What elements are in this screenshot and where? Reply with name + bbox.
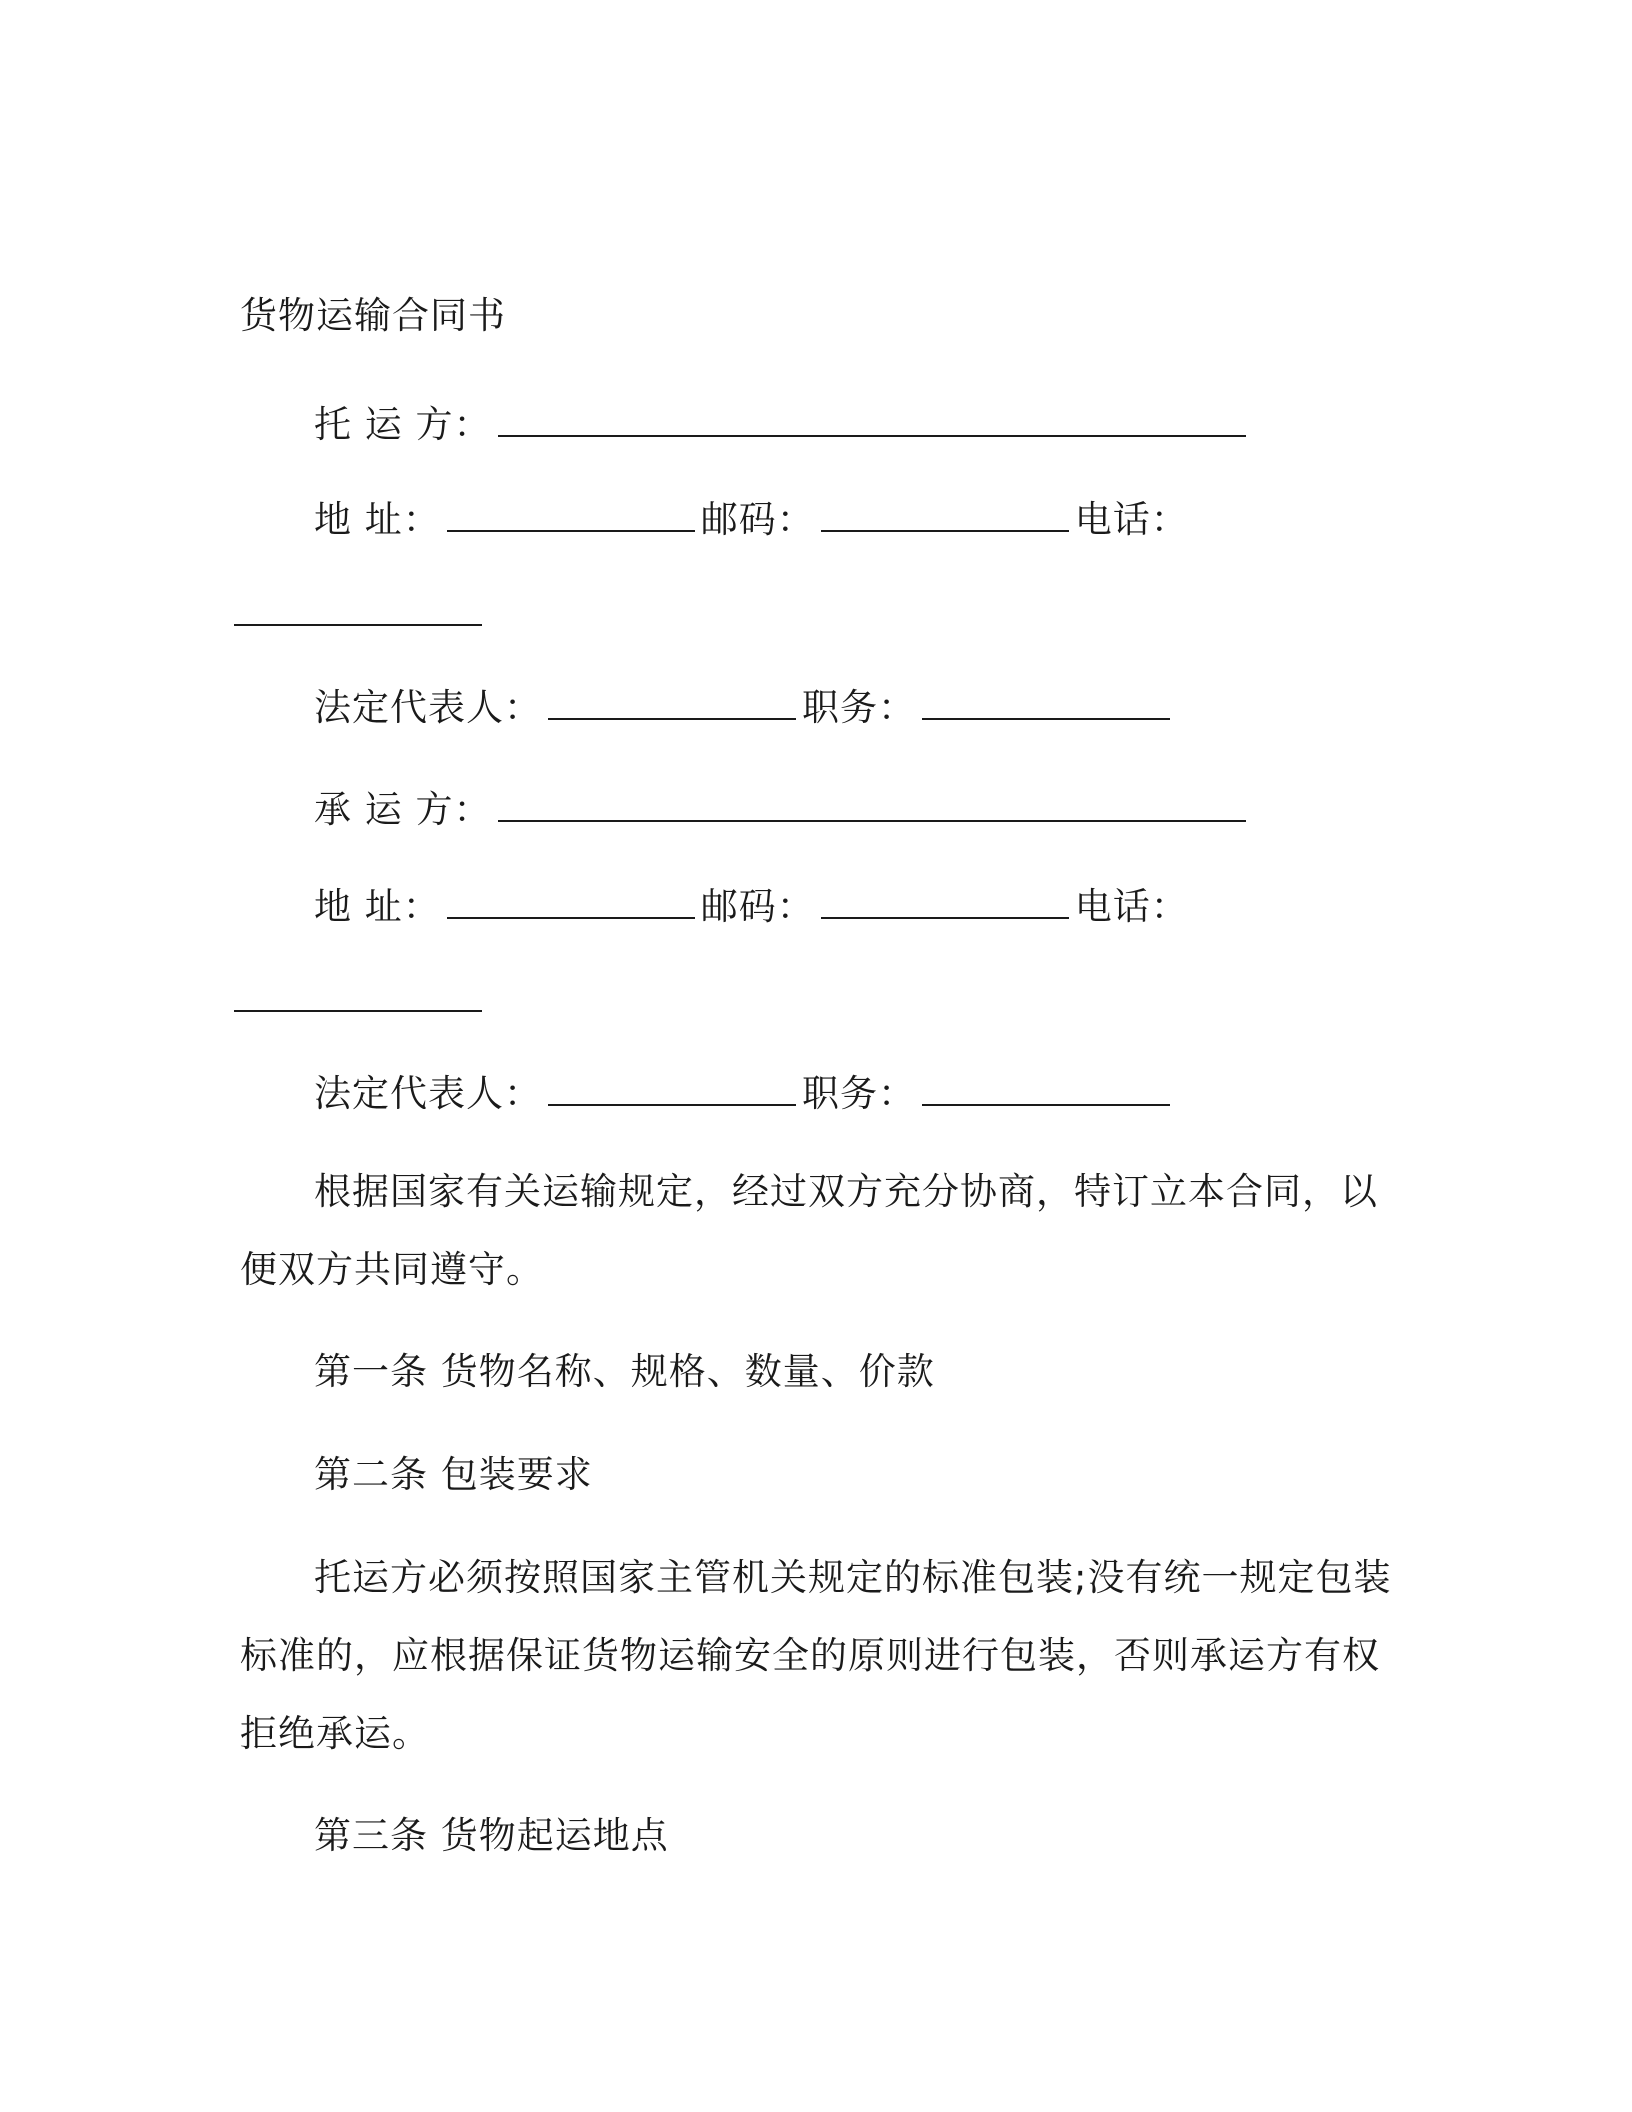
carrier-address-field[interactable]: [447, 887, 695, 919]
article-1-heading: 第一条 货物名称、规格、数量、价款: [314, 1350, 935, 1393]
shipper-label: 托 运 方：: [314, 403, 492, 446]
shipper-postcode-label: 邮码：: [700, 498, 815, 541]
preamble-line-1: 根据国家有关运输规定，经过双方充分协商，特订立本合同，以: [314, 1170, 1378, 1213]
shipper-postcode-field[interactable]: [821, 500, 1069, 532]
carrier-contact-row: [314, 885, 1189, 929]
shipper-legal-rep-label: 法定代表人：: [314, 686, 542, 729]
shipper-address-label: 地 址：: [314, 498, 441, 541]
article-2-body-line-3: 拒绝承运。: [240, 1712, 430, 1755]
carrier-label: 承 运 方：: [314, 788, 492, 831]
carrier-postcode-field[interactable]: [821, 887, 1069, 919]
carrier-name-field[interactable]: [498, 790, 1246, 822]
shipper-name-field[interactable]: [498, 405, 1246, 437]
carrier-address-label: 地 址：: [314, 885, 441, 928]
carrier-position-label: 职务：: [802, 1072, 916, 1115]
carrier-phone-label: 电话：: [1074, 885, 1189, 928]
carrier-legal-rep-field[interactable]: [548, 1074, 796, 1106]
carrier-postcode-label: 邮码：: [700, 885, 815, 928]
carrier-phone-field[interactable]: [234, 980, 482, 1012]
shipper-position-field[interactable]: [922, 688, 1170, 720]
shipper-position-label: 职务：: [802, 686, 916, 729]
shipper-phone-field[interactable]: [234, 594, 482, 626]
shipper-address-field[interactable]: [447, 500, 695, 532]
carrier-row: [314, 788, 1252, 832]
shipper-legal-rep-field[interactable]: [548, 688, 796, 720]
shipper-rep-row: [314, 686, 1176, 730]
carrier-position-field[interactable]: [922, 1074, 1170, 1106]
carrier-phone-continuation: [234, 978, 488, 1022]
shipper-row: [314, 403, 1252, 447]
article-2-body-line-2: 标准的，应根据保证货物运输安全的原则进行包装，否则承运方有权: [240, 1634, 1380, 1677]
carrier-legal-rep-label: 法定代表人：: [314, 1072, 542, 1115]
article-2-heading: 第二条 包装要求: [314, 1453, 593, 1496]
shipper-phone-label: 电话：: [1074, 498, 1189, 541]
preamble-line-2: 便双方共同遵守。: [240, 1248, 544, 1291]
article-3-heading: 第三条 货物起运地点: [314, 1814, 669, 1857]
article-2-body-line-1: 托运方必须按照国家主管机关规定的标准包装;没有统一规定包装: [314, 1556, 1392, 1599]
document-title: 货物运输合同书: [240, 294, 506, 337]
carrier-rep-row: [314, 1072, 1176, 1116]
shipper-phone-continuation: [234, 592, 488, 636]
shipper-contact-row: [314, 498, 1189, 542]
